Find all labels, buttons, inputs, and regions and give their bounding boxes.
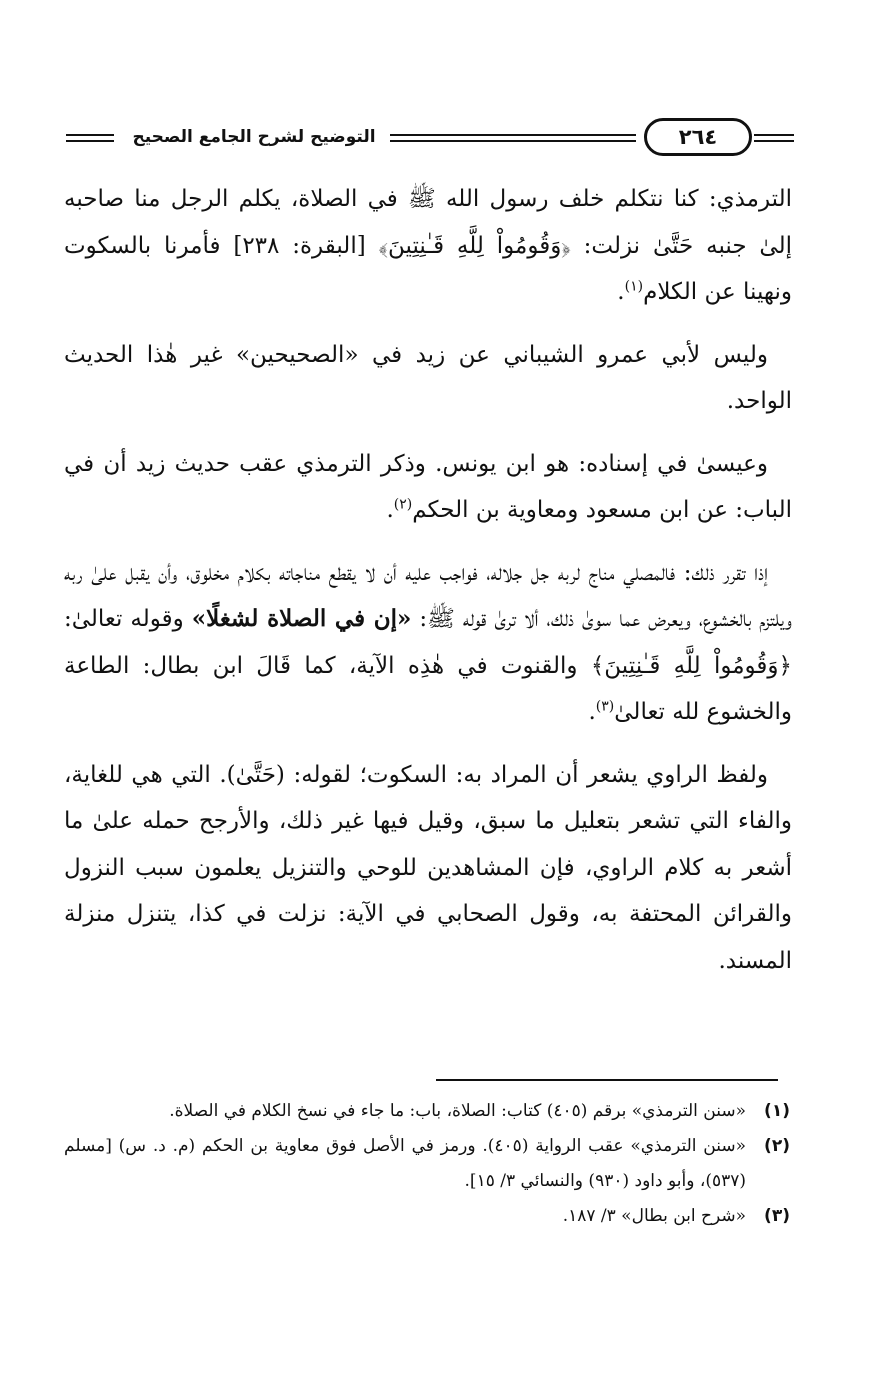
paragraph-5	[64, 752, 792, 985]
paragraph-text: ولفظ الراوي يشعر أن المراد به: السكوت؛ لقوله: (حَتَّىٰ). التي هي للغاية، والفاء التي تشعر بتعليل ما سبق، وقيل فيها غير ذلك، والأرجح حمله علىٰ ما أشعر به كلام الراوي، فإن المشاهدين للوحي والتنزيل يعلمون سبب النزول والقرائن المحتفة به، وقول الصحابي في الآية: نزلت في كذا، يتنزل منزلة المسند.	[64, 761, 792, 974]
paragraph-4	[64, 550, 792, 736]
footnote-number: (٢)	[764, 1136, 790, 1156]
header-rule-left	[66, 134, 114, 142]
paragraph-text: إذا تقرر ذلك: فالمصلي مناج لربه جل جلاله، فواجب عليه أن لا يقطع مناجاته بكلام مخلوق، وأن يقبل علىٰ ربه ويلتزم بالخشوع، ويعرض عما سوىٰ ذلك، ألا ترىٰ قوله ﷺ:	[64, 559, 792, 632]
paragraph-1	[64, 176, 792, 316]
footnote-text: «شرح ابن بطال» ٣/ ١٨٧.	[562, 1206, 746, 1226]
footnote-separator	[436, 1079, 778, 1081]
running-title: التوضيح لشرح الجامع الصحيح	[132, 127, 376, 147]
header-rule-middle	[390, 134, 636, 142]
paragraph-text: الترمذي: كنا نتكلم خلف رسول الله ﷺ في الصلاة، يكلم الرجل منا صاحبه إلىٰ جنبه حَتَّىٰ نزلت: ﴿وَقُومُواْ لِلَّهِ قَـٰنِتِينَ﴾ [البقرة: ٢٣٨] فأمرنا بالسكوت ونهينا عن الكلام	[64, 186, 792, 305]
footnote-text: «سنن الترمذي» عقب الرواية (٤٠٥). ورمز في الأصل فوق معاوية بن الحكم (م. د. س) [مسلم (٥٣٧)، وأبو داود (٩٣٠) والنسائي ٣/ ١٥].	[64, 1136, 746, 1191]
footnote-number: (١)	[764, 1101, 790, 1121]
footnote-1	[64, 1094, 790, 1129]
paragraph-3	[64, 441, 792, 534]
footnote-reference: (٣)	[595, 698, 615, 715]
paragraph-text-continued: وقوله تعالىٰ: ﴿وَقُومُواْ لِلَّهِ قَـٰنِتِينَ﴾ والقنوت في هٰذِه الآية، كما قَالَ ابن بطال: الطاعة والخشوع لله تعالىٰ	[64, 606, 792, 725]
footnotes	[64, 1094, 790, 1234]
footnote-number: (٣)	[764, 1206, 790, 1226]
footnote-2	[64, 1129, 790, 1199]
hadith-quote: «إن في الصلاة لشغلًا»	[191, 605, 412, 632]
footnote-reference: (٢)	[393, 496, 413, 513]
paragraph-text: وليس لأبي عمرو الشيباني عن زيد في «الصحيحين» غير هٰذا الحديث الواحد.	[64, 341, 792, 414]
paragraph-end: .	[588, 699, 596, 725]
main-text	[64, 176, 792, 1000]
header-rule-right	[754, 134, 794, 142]
paragraph-text: وعيسىٰ في إسناده: هو ابن يونس. وذكر الترمذي عقب حديث زيد أن في الباب: عن ابن مسعود ومعاوية بن الحكم	[64, 450, 792, 523]
paragraph-end: .	[386, 497, 394, 523]
footnote-3	[64, 1199, 790, 1234]
footnote-reference: (١)	[624, 278, 644, 295]
page-header	[66, 118, 794, 162]
paragraph-2	[64, 332, 792, 425]
page-number: ٢٦٤	[644, 118, 752, 156]
footnote-text: «سنن الترمذي» برقم (٤٠٥) كتاب: الصلاة، باب: ما جاء في نسخ الكلام في الصلاة.	[169, 1101, 746, 1121]
paragraph-end: .	[617, 279, 625, 305]
